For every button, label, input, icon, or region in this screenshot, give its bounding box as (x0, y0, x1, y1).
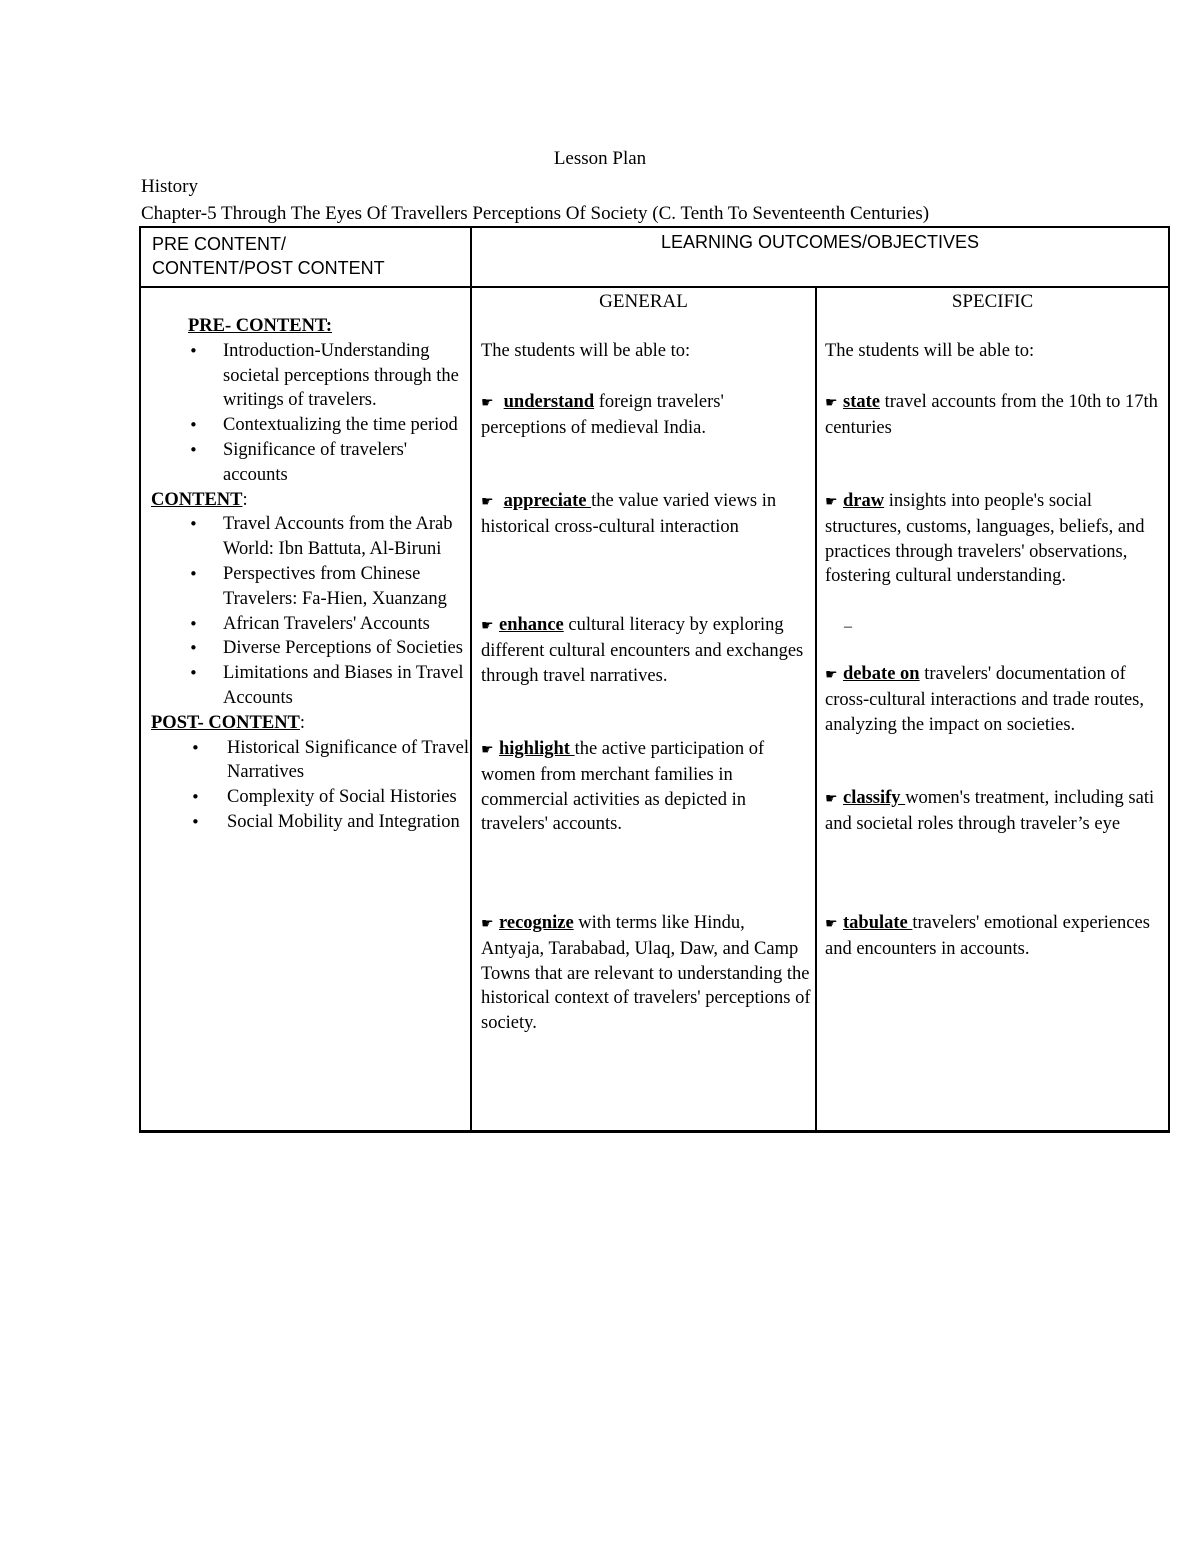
list-item: • Limitations and Biases in Travel Accounts (151, 661, 469, 711)
general-heading: GENERAL (599, 291, 688, 312)
objective-verb: enhance (499, 615, 564, 635)
specific-objective (825, 489, 1163, 589)
chapter-title: Chapter-5 Through The Eyes Of Travellers Perceptions Of Society (C. Tenth To Seventeenth Centuries) (141, 203, 930, 224)
general-objective (481, 911, 811, 1036)
objective-verb: tabulate (843, 913, 913, 933)
objective-text: travel accounts from the 10th to 17th centuries (825, 392, 1158, 438)
page-title: Lesson Plan (553, 148, 647, 169)
objective-text: cultural literacy by exploring different cultural encounters and exchanges through travel narratives. (481, 615, 804, 686)
objective-text: insights into people's social structures, customs, languages, beliefs, and practices through travelers' observations, fostering cultural understanding. (825, 491, 1145, 587)
objective-text: foreign travelers' perceptions of medieval India. (481, 392, 724, 438)
content-column (151, 314, 469, 835)
pointing-hand-icon: ☛ (825, 791, 838, 807)
post-content-heading: POST- CONTENT (151, 712, 300, 733)
objective-verb: highlight (499, 739, 575, 759)
list-item: • Complexity of Social Histories (151, 785, 469, 810)
post-content-list (151, 736, 469, 835)
objective-verb: understand (503, 392, 595, 412)
general-intro: The students will be able to: (481, 341, 691, 361)
subject-label: History (141, 176, 198, 197)
content-list (151, 512, 469, 710)
objective-verb: recognize (499, 913, 574, 933)
general-objective (481, 390, 811, 441)
objective-verb: appreciate (503, 491, 592, 511)
outcomes-column-header: LEARNING OUTCOMES/OBJECTIVES (660, 232, 980, 252)
content-heading-suffix: : (242, 489, 248, 510)
specific-heading: SPECIFIC (951, 291, 1034, 312)
content-header-line1: PRE CONTENT/ (152, 234, 287, 254)
objective-text: women's treatment, including sati and societal roles through traveler’s eye (825, 788, 1155, 834)
stray-dash: – (844, 618, 852, 635)
list-item: • Contextualizing the time period (151, 413, 469, 438)
column-divider-1 (470, 228, 472, 1130)
list-item: • Introduction-Understanding societal perceptions through the writings of travelers. (151, 339, 469, 413)
general-objective (481, 613, 811, 688)
pre-content-heading: PRE- CONTENT: (188, 316, 333, 336)
list-item: • Historical Significance of Travel Narratives (151, 736, 469, 786)
list-item: • Social Mobility and Integration (151, 810, 469, 835)
specific-intro: The students will be able to: (825, 341, 1035, 361)
pointing-hand-icon: ☛ (825, 667, 838, 683)
list-item: • African Travelers' Accounts (151, 612, 469, 637)
objective-verb: classify (843, 788, 906, 808)
objective-text: travelers' documentation of cross-cultural interactions and trade routes, analyzing the impact on societies. (825, 664, 1145, 735)
list-item: • Perspectives from Chinese Travelers: Fa-Hien, Xuanzang (151, 562, 469, 612)
list-item: • Travel Accounts from the Arab World: Ibn Battuta, Al-Biruni (151, 512, 469, 562)
specific-objective (825, 390, 1163, 441)
post-content-heading-suffix: : (299, 712, 306, 733)
content-header-line2: CONTENT/POST CONTENT (152, 258, 385, 278)
pointing-hand-icon: ☛ (481, 916, 494, 932)
pointing-hand-icon: ☛ (825, 916, 838, 932)
objective-text: with terms like Hindu, Antyaja, Tarababad, Ulaq, Daw, and Camp Towns that are relevant to understanding the historical context of travelers' perceptions of society. (481, 913, 811, 1034)
objective-verb: draw (843, 491, 885, 511)
lesson-plan-table (139, 226, 1170, 1133)
specific-objective (825, 911, 1163, 962)
column-divider-2 (815, 287, 817, 1130)
list-item: • Significance of travelers' accounts (151, 438, 469, 488)
objective-text: the active participation of women from merchant families in commercial activities as depicted in travelers' accounts. (481, 739, 765, 835)
pre-content-list (151, 339, 469, 488)
content-heading: CONTENT (151, 489, 243, 510)
objective-text: the value varied views in historical cross-cultural interaction (481, 491, 777, 537)
specific-objective (825, 662, 1163, 737)
header-row-divider (141, 286, 1168, 288)
content-column-header (152, 232, 462, 280)
pointing-hand-icon: ☛ (481, 395, 494, 411)
pointing-hand-icon: ☛ (825, 494, 838, 510)
objective-verb: state (843, 392, 880, 412)
objective-text: travelers' emotional experiences and encounters in accounts. (825, 913, 1150, 959)
general-objective (481, 489, 811, 540)
pointing-hand-icon: ☛ (481, 742, 494, 758)
list-item: • Diverse Perceptions of Societies (151, 636, 469, 661)
post-content-heading-line (151, 711, 469, 736)
general-objective (481, 737, 811, 837)
pointing-hand-icon: ☛ (481, 618, 494, 634)
objective-verb: debate on (843, 664, 920, 684)
pointing-hand-icon: ☛ (825, 395, 838, 411)
pointing-hand-icon: ☛ (481, 494, 494, 510)
specific-objective (825, 786, 1163, 837)
content-heading-line (151, 488, 469, 513)
